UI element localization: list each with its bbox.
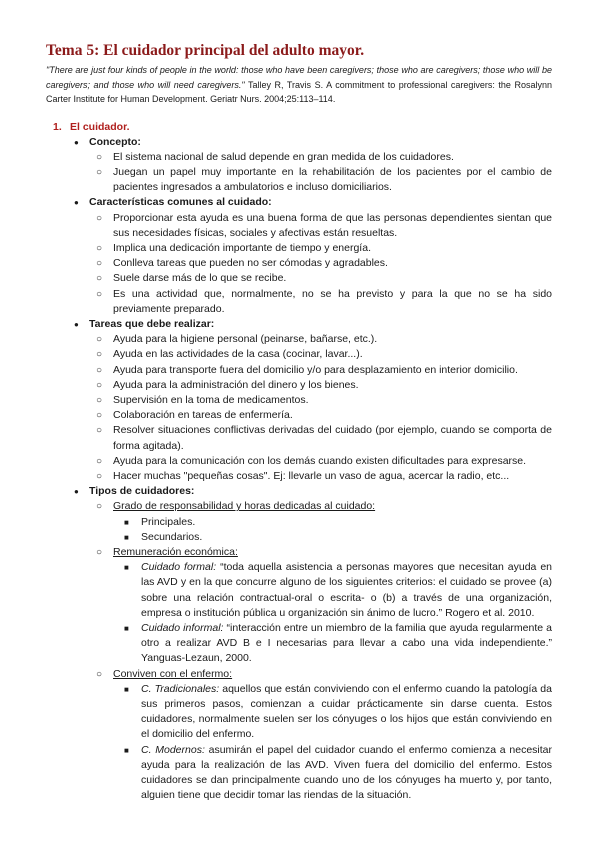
tradicionales-term: C. Tradicionales: — [141, 682, 220, 695]
item-text: Conlleva tareas que pueden no ser cómodas y agradables. — [113, 257, 388, 270]
bullet-icon: ● — [74, 198, 79, 208]
list-item — [113, 743, 552, 804]
item-text: Juegan un papel muy importante en la rehabilitación de los pacientes por el cambio de pacientes ingresados a ambulatorios e incluso domiciliarios. — [113, 165, 552, 194]
circle-bullet-icon: ○ — [96, 258, 103, 270]
circle-bullet-icon: ○ — [96, 546, 103, 558]
square-bullet-icon: ■ — [124, 563, 129, 573]
item-text: Principales. — [141, 515, 196, 528]
bullet-icon: ● — [74, 487, 79, 497]
circle-bullet-icon: ○ — [96, 212, 103, 224]
circle-bullet-icon: ○ — [96, 273, 103, 285]
bullet-icon: ● — [74, 319, 79, 329]
list-item — [86, 150, 552, 165]
remuneracion-label: Remuneración económica: — [113, 545, 238, 558]
list-item — [86, 241, 552, 256]
list-item — [86, 378, 552, 393]
tareas-heading: Tareas que debe realizar: — [89, 317, 215, 330]
list-item-caracteristicas — [46, 195, 552, 317]
list-item — [86, 256, 552, 271]
informal-text: “interacción entre un miembro de la familia que ayuda regularmente a otro a realizar AVD B e I necesarias para llevar a cabo una vida independiente.” Yanguas-Lezaun, 2000. — [141, 622, 553, 665]
circle-bullet-icon: ○ — [96, 410, 103, 422]
list-item — [86, 469, 552, 484]
item-text: Ayuda para la comunicación con los demás cuando existen dificultades para expresarse. — [113, 454, 527, 467]
concepto-list — [89, 150, 552, 196]
circle-bullet-icon: ○ — [96, 394, 103, 406]
item-text: Es una actividad que, normalmente, no se ha previsto y para la que no se ha sido previamente preparado. — [113, 287, 552, 315]
modernos-term: C. Modernos: — [141, 743, 205, 756]
item-text: Suele darse más de lo que se recibe. — [113, 272, 287, 285]
grado-label: Grado de responsabilidad y horas dedicadas al cuidado: — [113, 500, 376, 513]
list-item — [113, 530, 552, 545]
grado-item — [86, 499, 552, 545]
circle-bullet-icon: ○ — [96, 288, 103, 300]
remuneracion-item — [86, 545, 552, 667]
informal-term: Cuidado informal: — [141, 622, 224, 634]
circle-bullet-icon: ○ — [96, 425, 103, 437]
list-item — [86, 454, 552, 469]
list-item — [86, 211, 552, 241]
section-label: El cuidador. — [70, 120, 130, 133]
item-text: Hacer muchas "pequeñas cosas". Ej: llevarle un vaso de agua, acercar la radio, etc... — [113, 469, 510, 482]
list-item-tareas — [46, 317, 552, 484]
circle-bullet-icon: ○ — [96, 242, 103, 254]
conviven-label: Conviven con el enfermo: — [113, 667, 233, 680]
circle-bullet-icon: ○ — [96, 151, 103, 163]
circle-bullet-icon: ○ — [96, 166, 103, 178]
caracteristicas-list — [89, 211, 552, 317]
formal-text: “toda aquella asistencia a personas mayores que necesitan ayuda en las AVD y en la que concurre alguno de los siguientes criterios: el cuidado se provee (a) sobre una relación contractual-oral o escrita- o (b) a través de una organización, empresa o institución pública u organización sin ánimo de lucro.” Rogero et al. 2010. — [141, 561, 552, 619]
list-item — [86, 347, 552, 362]
circle-bullet-icon: ○ — [96, 364, 103, 376]
citation-quote: "There are just four kinds of people in the world: those who have been caregivers; those who are caregivers; those who will be caregivers; and those who will need caregivers." — [46, 65, 552, 90]
square-bullet-icon: ■ — [124, 624, 129, 633]
item-text: Colaboración en tareas de enfermería. — [113, 409, 293, 422]
list-item — [86, 287, 552, 317]
tipos-list — [89, 499, 552, 803]
square-bullet-icon: ■ — [124, 684, 129, 694]
item-text: Implica una dedicación importante de tiempo y energía. — [113, 241, 371, 254]
modernos-text: asumirán el papel del cuidador cuando el enfermo comienza a necesitar ayuda para la realización de las AVD. Viven fuera del domicilio del enfermo. Estos cuidadores se dan principalmente cuando uno de los cónyuges ha muerto y, por tanto, alguien tiene que decidir tomar las riendas de la situación. — [141, 743, 553, 802]
circle-bullet-icon: ○ — [96, 470, 103, 482]
concepto-heading: Concepto: — [89, 135, 141, 148]
list-item — [113, 560, 552, 621]
item-text: Proporcionar esta ayuda es una buena forma de que las personas dependientes sientan que sus necesidades físicas, sociales y afectivas están resueltas. — [113, 211, 552, 239]
list-item-concepto — [46, 135, 552, 196]
circle-bullet-icon: ○ — [96, 668, 103, 680]
list-item — [86, 423, 552, 453]
list-item — [86, 393, 552, 408]
circle-bullet-icon: ○ — [96, 379, 103, 391]
citation-reference: Talley R, Travis S. A commitment to professional caregivers: the Rosalynn Carter Institute for Human Development. Geriatr Nurs. 2004;25:113–114. — [46, 79, 552, 104]
circle-bullet-icon: ○ — [96, 334, 103, 346]
list-item — [86, 363, 552, 378]
item-text: Resolver situaciones conflictivas derivadas del cuidado (por ejemplo, cuando se comporta de forma agitada). — [113, 424, 552, 452]
square-bullet-icon: ■ — [124, 517, 129, 527]
item-text: Ayuda en las actividades de la casa (cocinar, lavar...). — [113, 348, 363, 361]
item-text: El sistema nacional de salud depende en gran medida de los cuidadores. — [113, 150, 454, 163]
circle-bullet-icon: ○ — [96, 349, 103, 361]
tipos-heading: Tipos de cuidadores: — [89, 485, 195, 498]
page-title: Tema 5: El cuidador principal del adulto mayor. — [46, 42, 365, 59]
list-item — [86, 165, 552, 195]
section-number: 1. — [53, 120, 62, 133]
remuneracion-list — [113, 560, 552, 666]
item-text: Secundarios. — [141, 530, 203, 543]
tradicionales-text: aquellos que están conviviendo con el enfermo cuando la patología da sus primeros pasos, comienzan a cuidar prácticamente sin darse cuenta. Estos cuidadores, normalmente suelen ser los cónyuges o los hijos que están conviviendo en el domicilio del enfermo. — [141, 682, 552, 741]
list-item — [86, 271, 552, 286]
list-item — [86, 332, 552, 347]
item-text: Ayuda para la higiene personal (peinarse, bañarse, etc.). — [113, 333, 378, 346]
item-text: Ayuda para transporte fuera del domicilio y/o para desplazamiento en interior domicilio. — [113, 363, 518, 376]
square-bullet-icon: ■ — [124, 745, 129, 755]
list-item-tipos — [46, 484, 552, 803]
circle-bullet-icon: ○ — [96, 501, 103, 513]
list-item — [113, 682, 552, 743]
bullet-icon: ● — [74, 137, 79, 147]
grado-list — [113, 515, 552, 545]
item-text: Ayuda para la administración del dinero y los bienes. — [113, 378, 359, 391]
circle-bullet-icon: ○ — [96, 455, 103, 467]
conviven-list — [113, 682, 552, 804]
list-item — [86, 408, 552, 423]
formal-term: Cuidado formal: — [141, 561, 217, 574]
main-list — [46, 135, 552, 804]
conviven-item — [86, 667, 552, 804]
section-heading — [46, 120, 552, 135]
item-text: Supervisión en la toma de medicamentos. — [113, 393, 309, 406]
caracteristicas-heading: Características comunes al cuidado: — [89, 196, 272, 209]
list-item — [113, 515, 552, 530]
citation — [46, 63, 552, 107]
list-item — [113, 621, 552, 667]
square-bullet-icon: ■ — [124, 532, 129, 542]
tareas-list — [89, 332, 552, 484]
